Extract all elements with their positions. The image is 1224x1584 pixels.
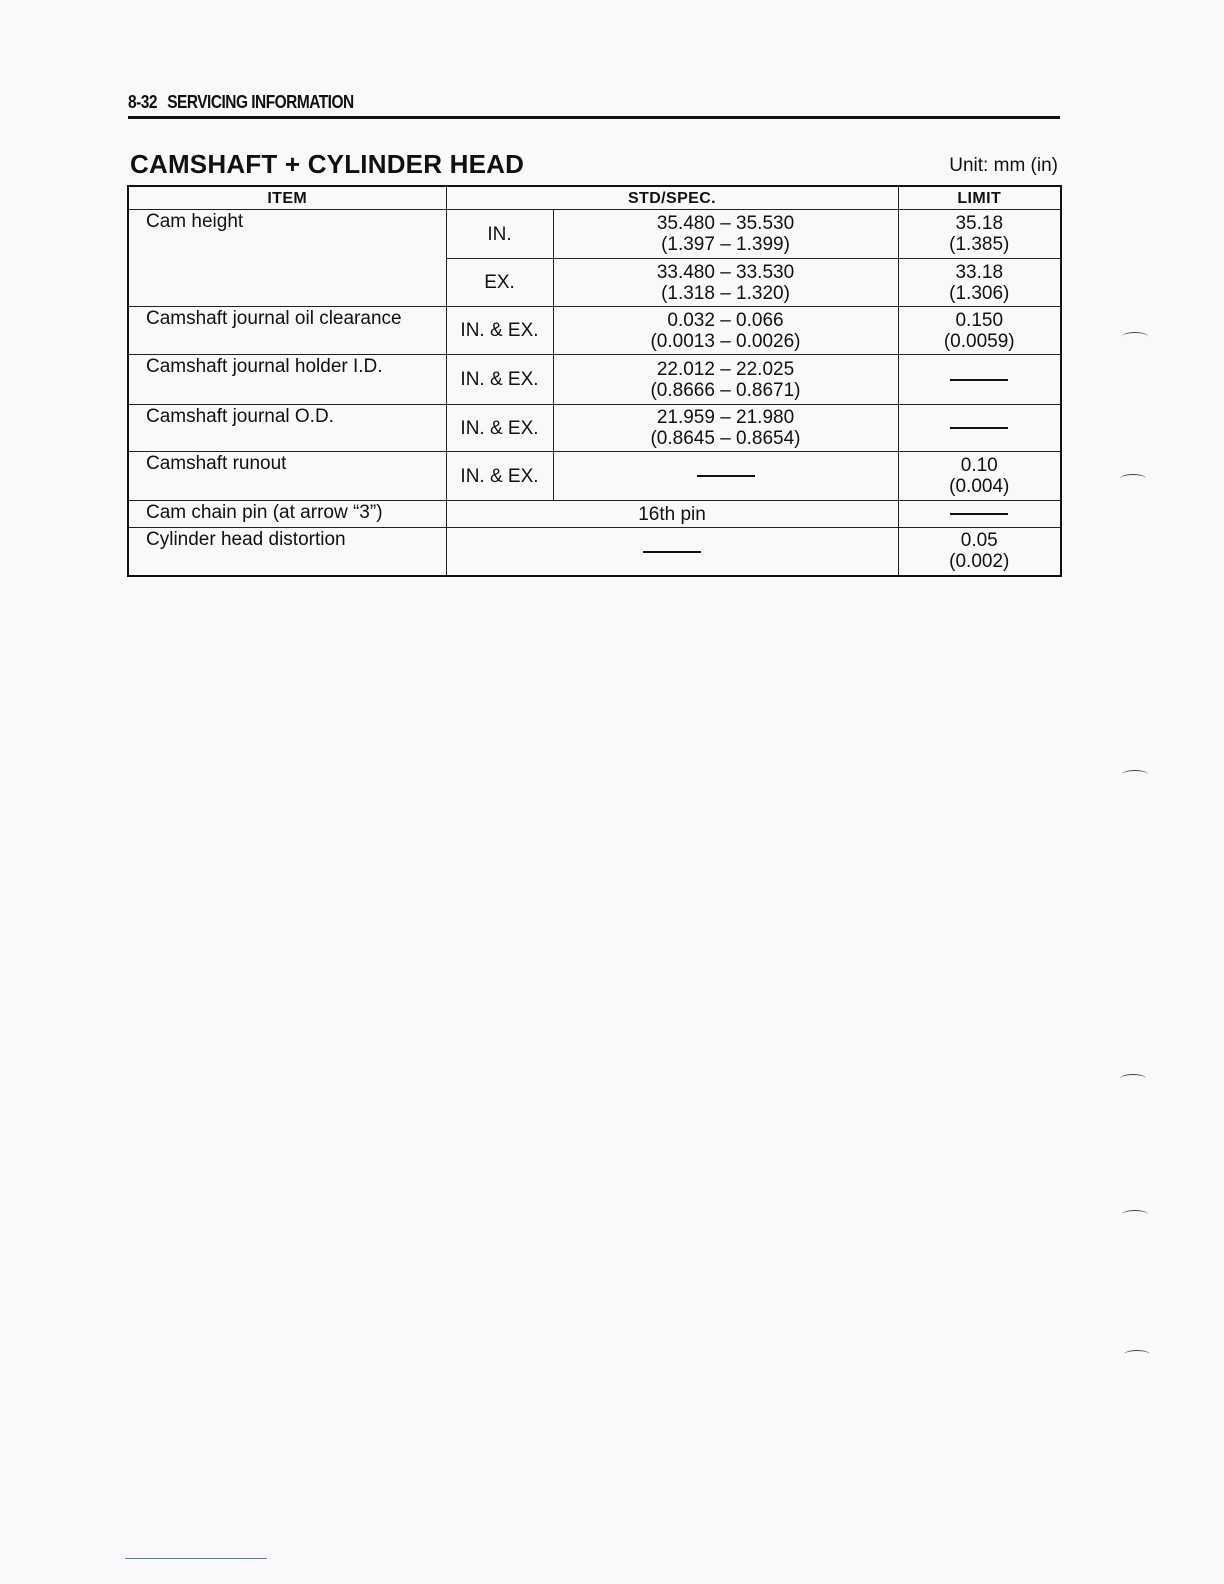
spec-table bbox=[127, 185, 1062, 577]
std-metric: 33.480 – 33.530 bbox=[656, 261, 795, 283]
not-applicable-dash bbox=[950, 513, 1008, 515]
row-mode: IN. & EX. bbox=[446, 307, 553, 355]
binding-mark bbox=[1122, 1210, 1148, 1219]
row-std-value bbox=[553, 259, 898, 307]
std-inch: (0.0013 – 0.0026) bbox=[650, 330, 801, 352]
table-row bbox=[128, 528, 1061, 576]
limit-inch: (1.385) bbox=[949, 234, 1010, 255]
row-mode: IN. & EX. bbox=[446, 452, 553, 501]
limit-metric: 33.18 bbox=[955, 261, 1004, 283]
std-metric: 0.032 – 0.066 bbox=[667, 309, 784, 331]
binding-mark bbox=[1124, 1350, 1150, 1359]
page-header-text bbox=[128, 92, 354, 113]
std-metric: 35.480 – 35.530 bbox=[656, 213, 795, 234]
table-row bbox=[128, 355, 1061, 405]
page-header bbox=[128, 90, 1060, 119]
binding-mark bbox=[1120, 474, 1146, 483]
header-item: ITEM bbox=[128, 186, 446, 210]
table-row bbox=[128, 307, 1061, 355]
std-metric: 22.012 – 22.025 bbox=[656, 358, 795, 380]
not-applicable-dash bbox=[643, 551, 701, 553]
row-std-value bbox=[553, 210, 898, 259]
row-limit-value bbox=[898, 528, 1061, 576]
row-mode: EX. bbox=[446, 259, 553, 307]
row-limit-value bbox=[898, 259, 1061, 307]
row-item: Camshaft journal holder I.D. bbox=[128, 355, 446, 405]
row-limit-value bbox=[898, 501, 1061, 528]
table-row bbox=[128, 501, 1061, 528]
limit-inch: (0.004) bbox=[949, 476, 1010, 497]
section-name: SERVICING INFORMATION bbox=[167, 92, 354, 112]
row-std-value bbox=[553, 307, 898, 355]
header-limit: LIMIT bbox=[898, 186, 1061, 210]
table-row bbox=[128, 452, 1061, 501]
table-row bbox=[128, 210, 1061, 259]
not-applicable-dash bbox=[697, 475, 755, 477]
binding-mark bbox=[1120, 1074, 1146, 1083]
table-header-row bbox=[128, 186, 1061, 210]
row-limit-value bbox=[898, 307, 1061, 355]
limit-metric: 0.10 bbox=[960, 455, 998, 476]
row-limit-value bbox=[898, 355, 1061, 405]
row-item: Camshaft journal oil clearance bbox=[128, 307, 446, 355]
footer-rule bbox=[125, 1558, 267, 1559]
std-inch: (0.8666 – 0.8671) bbox=[650, 379, 801, 401]
row-std-value: 16th pin bbox=[446, 501, 898, 528]
not-applicable-dash bbox=[950, 379, 1008, 381]
row-std-value bbox=[553, 452, 898, 501]
table-row bbox=[128, 405, 1061, 452]
limit-metric: 0.150 bbox=[955, 309, 1004, 331]
std-inch: (1.397 – 1.399) bbox=[661, 234, 790, 255]
limit-metric: 35.18 bbox=[955, 213, 1004, 234]
row-limit-value bbox=[898, 210, 1061, 259]
binding-mark bbox=[1122, 332, 1148, 341]
page-number: 8-32 bbox=[128, 92, 157, 112]
row-item: Camshaft runout bbox=[128, 452, 446, 501]
row-std-value bbox=[553, 405, 898, 452]
section-title: CAMSHAFT + CYLINDER HEAD bbox=[130, 149, 525, 179]
unit-label: Unit: mm (in) bbox=[949, 155, 1058, 176]
row-mode: IN. & EX. bbox=[446, 405, 553, 452]
std-inch: (1.318 – 1.320) bbox=[661, 282, 790, 304]
std-metric: 21.959 – 21.980 bbox=[656, 407, 795, 428]
limit-inch: (1.306) bbox=[949, 282, 1010, 304]
row-item: Cam chain pin (at arrow “3”) bbox=[128, 501, 446, 528]
std-inch: (0.8645 – 0.8654) bbox=[650, 428, 801, 449]
row-std-value bbox=[446, 528, 898, 576]
row-item: Camshaft journal O.D. bbox=[128, 405, 446, 452]
limit-inch: (0.0059) bbox=[943, 330, 1015, 352]
row-mode: IN. & EX. bbox=[446, 355, 553, 405]
row-std-value bbox=[553, 355, 898, 405]
header-std-spec: STD/SPEC. bbox=[446, 186, 898, 210]
limit-inch: (0.002) bbox=[949, 551, 1010, 573]
not-applicable-dash bbox=[950, 427, 1008, 429]
row-mode: IN. bbox=[446, 210, 553, 259]
row-limit-value bbox=[898, 405, 1061, 452]
limit-metric: 0.05 bbox=[960, 530, 998, 552]
row-item-cam-height: Cam height bbox=[128, 210, 446, 307]
binding-mark bbox=[1122, 770, 1148, 779]
row-limit-value bbox=[898, 452, 1061, 501]
row-item: Cylinder head distortion bbox=[128, 528, 446, 576]
